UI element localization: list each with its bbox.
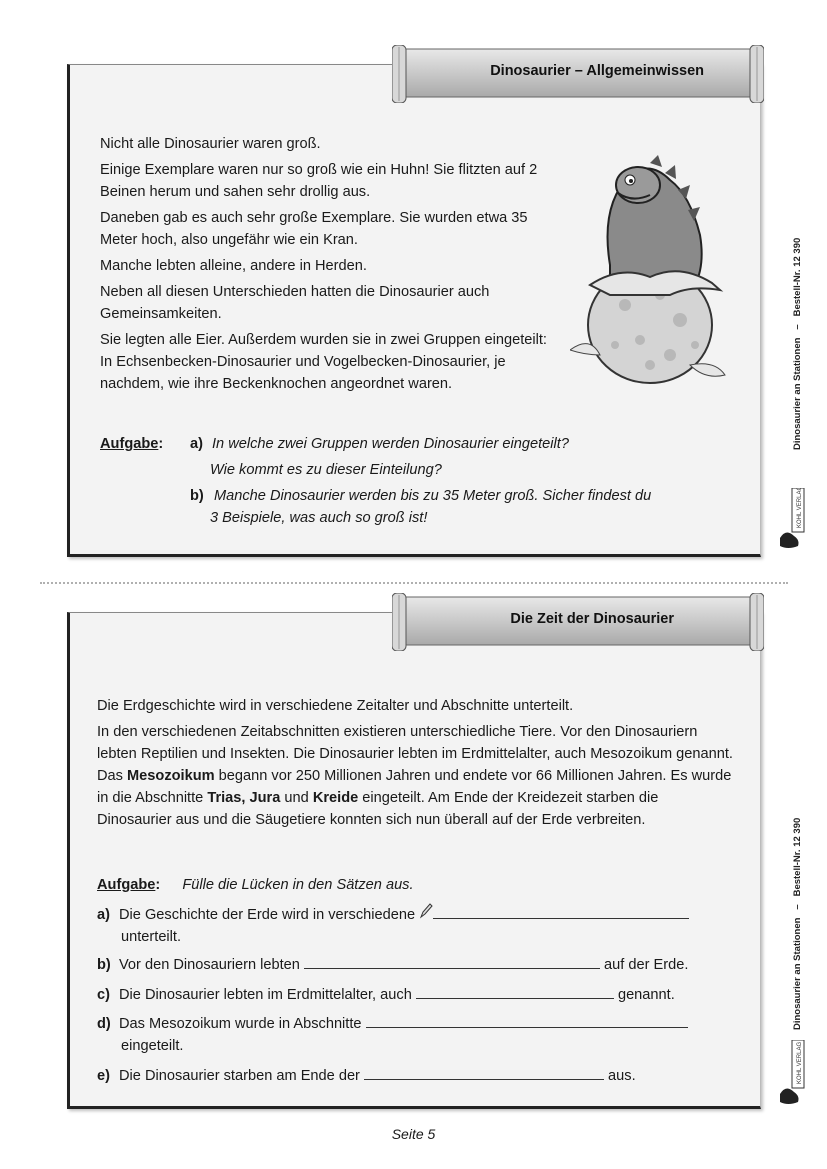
task-label-colon: : [155,877,161,893]
body-text [97,695,737,835]
task-letter: b) [190,488,204,504]
question-d: d) Das Mesozoikum wurde in Abschnitte eingeteilt. [97,1013,737,1057]
task-label: Aufgabe [97,877,156,893]
side-reference-top: Dinosaurier an Stationen – Bestell-Nr. 12 390 [792,237,803,450]
card-title: Die Zeit der Dinosaurier [510,611,674,627]
publisher-logo [778,488,806,555]
task-label: Aufgabe [100,436,159,452]
task-block [100,433,740,529]
title-banner [392,45,764,103]
cut-divider [40,582,788,584]
answer-blank[interactable] [366,1013,688,1028]
answer-blank[interactable] [433,904,689,919]
paragraph: Neben all diesen Unterschieden hatten die Dinosaurier auch Gemeinsamkeiten. [100,284,490,322]
paragraph: In den verschiedenen Zeitabschnitten existieren unterschiedliche Tiere. Vor den Dinosauriern lebten Reptilien und Insekten. Die Dinosaurier lebten im Erdmittelalter, auch Mesozoikum genannt. Das Mesozoikum begann vor 250 Millionen Jahren und endete vor 66 Millionen Jahren. Es wurde in die Abschnitte Trias, Jura und Kreide eingeteilt. Am Ende der Kreidezeit starben die Dinosaurier aus und die Säugetiere konnten sich nun überall auf der Erde verbreiten. [97,724,733,828]
body-text [100,133,560,399]
paragraph: Daneben gab es auch sehr große Exemplare. Sie wurden etwa 35 Meter hoch, also ungefähr wie ein Kran. [100,210,528,248]
card-title: Dinosaurier – Allgemeinwissen [490,63,704,79]
side-reference-bottom: Dinosaurier an Stationen – Bestell-Nr. 12 390 [792,817,803,1030]
task-a-line1: In welche zwei Gruppen werden Dinosaurier eingeteilt? [212,436,569,452]
task-b-line1: Manche Dinosaurier werden bis zu 35 Meter groß. Sicher findest du [214,488,652,504]
paragraph: Einige Exemplare waren nur so groß wie ein Huhn! Sie flitzten auf 2 Beinen herum und sahen sehr drollig aus. [100,162,538,200]
answer-blank[interactable] [304,954,600,969]
question-e: e) Die Dinosaurier starben am Ende der aus. [97,1065,636,1087]
answer-blank[interactable] [364,1065,604,1080]
question-c: c) Die Dinosaurier lebten im Erdmittelalter, auch genannt. [97,984,675,1006]
paragraph: Nicht alle Dinosaurier waren groß. [100,136,321,152]
info-card-dinosaur-era [67,612,761,1109]
svg-text:KOHL VERLAG: KOHL VERLAG [797,1041,803,1084]
svg-text:KOHL VERLAG: KOHL VERLAG [797,488,803,528]
question-b: b) Vor den Dinosauriern lebten auf der Erde. [97,954,688,976]
question-a: a) Die Geschichte der Erde wird in verschiedene unterteilt. [97,903,737,948]
paragraph: Sie legten alle Eier. Außerdem wurden sie in zwei Gruppen eingeteilt: In Echsenbecken-Dinosaurier und Vogelbecken-Dinosaurier, je nachdem, wie ihre Beckenknochen angeordnet waren. [100,332,547,392]
paragraph: Die Erdgeschichte wird in verschiedene Zeitalter und Abschnitte unterteilt. [97,698,574,714]
task-instruction: Fülle die Lücken in den Sätzen aus. [182,877,414,893]
task-b-line2: 3 Beispiele, was auch so groß ist! [210,510,428,526]
page-number: Seite 5 [391,1126,436,1142]
dinosaur-egg-illustration [570,155,730,385]
title-banner [392,593,764,651]
pencil-icon [419,903,433,926]
answer-blank[interactable] [416,984,614,999]
info-card-general-knowledge [67,64,761,557]
task-letter: a) [190,436,203,452]
paragraph: Manche lebten alleine, andere in Herden. [100,258,367,274]
task-label-colon: : [158,436,164,452]
task-header [97,874,414,896]
publisher-logo [778,1040,806,1111]
task-a-line2: Wie kommt es zu dieser Einteilung? [210,462,442,478]
